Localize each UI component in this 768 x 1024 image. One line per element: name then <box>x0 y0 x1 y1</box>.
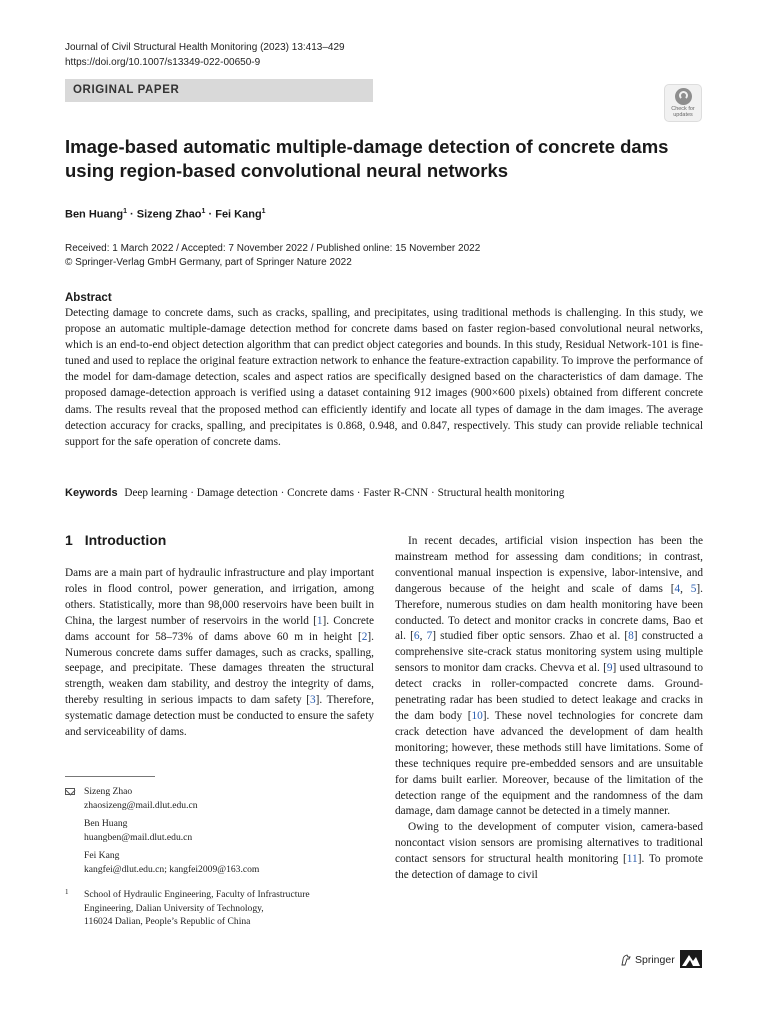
keywords-label: Keywords <box>65 487 118 499</box>
springer-nature-icon <box>680 950 702 968</box>
keywords-line <box>65 485 705 501</box>
intro-right-column <box>395 534 703 884</box>
author-affiliation-mark: 1 <box>261 208 266 215</box>
author-separator: · <box>205 208 216 221</box>
affiliation-line: Engineering, Dalian University of Technology, <box>84 902 264 914</box>
affiliation-text <box>84 888 374 929</box>
intro-paragraph-2: In recent decades, artificial vision inspection has been the mainstream method for assessing dam conditions; in contrast, conventional manual inspection is expensive, labor-intensive, and dangerous because of the height and scale of dams [4, 5]. Therefore, numerous studies on dam health monitoring have been conducted. To detect and monitor cracks in concrete dams, Bao et al. [6, 7] studied fiber optic sensors. Zhao et al. [8] constructed a comprehensive site-crack status monitoring system using multiple sensors to monitor dam cracks. Chevva et al. [9] used ultrasound to detect cracks in roller-compacted concrete dams. Ground-penetrating radar has been studied to detect leakage and cracks in the dam body [10]. These novel technologies for concrete dam crack detection have advanced the development of dam health monitoring; however, these methods still have limitations. Some of these techniques require pre-embedded sensors and are unsuitable for dams built earlier. Moreover, because of the limitation of the detection range of the equipment and the randomness of the dam damage, dam damage cannot be detected in a timely manner. <box>395 535 704 818</box>
affiliation-line: School of Hydraulic Engineering, Faculty of Infrastructure <box>84 889 310 900</box>
intro-paragraph-3: Owing to the development of computer vision, camera-based noncontact vision sensors are promising alternatives to traditional contact sensors for structural health monitoring [11]. To promote the detection of damage to civil <box>395 821 703 882</box>
check-for-updates-label: Check for updates <box>671 106 695 118</box>
citation-link[interactable]: 6 <box>413 630 420 643</box>
abstract-heading: Abstract <box>65 292 112 304</box>
citation-link[interactable]: 5 <box>690 582 697 595</box>
citation-link[interactable]: 7 <box>426 630 433 643</box>
contact-entry <box>84 849 374 876</box>
citation-link[interactable]: 11 <box>626 853 638 866</box>
author-name[interactable]: Sizeng Zhao <box>136 208 202 221</box>
author-affiliation-mark: 1 <box>201 208 206 215</box>
abstract-text: Detecting damage to concrete dams, such as cracks, spalling, and precipitates, using traditional methods is challenging. In this study, we propose an automatic multiple-damage detection method for concrete dams based on faster region-based convolutional neural networks, which is an end-to-end object detection algorithm that can predict object categories and bounds. In this study, Residual Network-101 is fine-tuned and used to replace the original feature extraction network to enhance the feature-extraction capability. To improve the performance of the model for dam-damage detection, scales and aspect ratios are specifically designed based on the characteristics of dam damage. The proposed damage-detection approach is verified using a dataset containing 912 images (900×600 pixels) obtained from different concrete dams. The results reveal that the proposed method can efficiently identify and locate all types of damage in the dam images. The average detection accuracy for cracks, spalling, and precipitates is 0.868, 0.948, and 0.847, respectively. This study can provide reliable technical support for the safe operation of concrete dams. <box>65 307 703 448</box>
citation-link[interactable]: 9 <box>606 662 613 675</box>
author-separator: · <box>126 208 137 221</box>
journal-citation: Journal of Civil Structural Health Monitoring (2023) 13:413–429 <box>65 42 345 53</box>
contact-entry <box>84 817 374 844</box>
publication-dates: Received: 1 March 2022 / Accepted: 7 November 2022 / Published online: 15 November 2022 <box>65 243 481 254</box>
keywords-values: Deep learning · Damage detection · Concrete dams · Faster R-CNN · Structural health monitoring <box>124 487 565 499</box>
publisher-name: Springer <box>635 954 675 966</box>
footnote-divider <box>65 776 155 777</box>
contact-email[interactable]: huangben@mail.dlut.edu.cn <box>84 831 193 843</box>
section-number: 1 <box>65 532 73 548</box>
contact-email[interactable]: kangfei@dlut.edu.cn; kangfei2009@163.com <box>84 863 260 875</box>
keyword: Concrete dams <box>287 487 354 499</box>
author-name[interactable]: Ben Huang <box>65 208 124 221</box>
article-title: Image-based automatic multiple-damage detection of concrete dams using region-based convolutional neural networks <box>65 136 669 181</box>
article-type-banner: ORIGINAL PAPER <box>65 79 373 102</box>
doi-link[interactable]: https://doi.org/10.1007/s13349-022-00650-9 <box>65 57 261 68</box>
citation-link[interactable]: 1 <box>316 614 323 627</box>
keyword: Damage detection <box>196 487 278 499</box>
contact-name: Fei Kang <box>84 850 120 861</box>
citation-link[interactable]: 10 <box>471 709 483 722</box>
corresponding-contacts <box>84 785 374 876</box>
citation-link[interactable]: 4 <box>674 582 681 595</box>
citation-link[interactable]: 2 <box>361 630 368 643</box>
envelope-icon <box>65 788 75 795</box>
citation-link[interactable]: 8 <box>628 630 634 643</box>
contact-name: Ben Huang <box>84 818 128 829</box>
section-heading-introduction <box>65 531 166 549</box>
contact-email[interactable]: zhaosizeng@mail.dlut.edu.cn <box>84 799 198 811</box>
contact-name: Sizeng Zhao <box>84 786 133 797</box>
affiliation-number: 1 <box>65 888 69 896</box>
citation-link[interactable]: 3 <box>310 694 316 707</box>
keyword: Faster R-CNN <box>363 487 429 499</box>
author-affiliation-mark: 1 <box>123 208 127 215</box>
springer-horse-icon <box>620 954 632 966</box>
keyword: Structural health monitoring <box>437 487 565 499</box>
check-for-updates-icon <box>675 88 692 105</box>
author-name[interactable]: Fei Kang <box>215 208 262 221</box>
affiliation-line: 116024 Dalian, People’s Republic of China <box>84 916 251 927</box>
contact-entry <box>84 785 374 812</box>
author-list <box>65 204 266 223</box>
intro-paragraph-1: Dams are a main part of hydraulic infrastructure and play important roles in flood control, power generation, and irrigation, among others. Statistically, more than 98,000 reservoirs have been built in China, the largest number of reservoirs in the world [1]. Concrete dams account for 58–73% of dams above 60 m in height [2]. Numerous concrete dams suffer damages, such as cracks, spalling, seepage, and precipitate. These damages threaten the structural strength, weaken dam stability, and destroy the integrity of dams, thereby resulting in serious impacts to dam safety [3]. Therefore, systematic damage detection must be conducted to ensure the safety and serviceability of dams. <box>65 567 375 739</box>
keyword: Deep learning <box>124 487 188 499</box>
section-title: Introduction <box>84 532 167 548</box>
springer-logo <box>620 952 675 968</box>
check-for-updates-badge[interactable] <box>664 84 702 122</box>
copyright-notice: © Springer-Verlag GmbH Germany, part of Springer Nature 2022 <box>65 257 352 268</box>
